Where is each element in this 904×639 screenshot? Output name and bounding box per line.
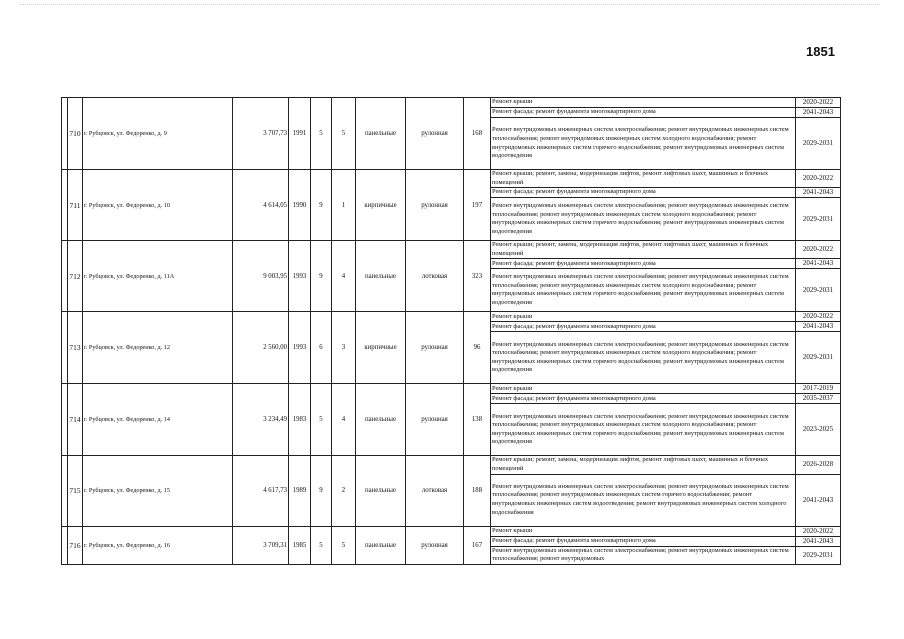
build-year: 1990 bbox=[289, 170, 311, 241]
table-row bbox=[62, 98, 841, 108]
house-address: г. Рубцовск, ул. Федоренко, д. 15 bbox=[83, 456, 233, 526]
work-period: 2029-2031 bbox=[796, 332, 841, 384]
house-area: 4 614,05 bbox=[233, 170, 289, 241]
work-description: Ремонт фасада; ремонт фундамента многоквартирного дома bbox=[491, 536, 796, 546]
floor-count: 6 bbox=[311, 312, 332, 384]
row-number: 714 bbox=[68, 384, 83, 456]
house-address: г. Рубцовск, ул. Федоренко, д. 10 bbox=[83, 170, 233, 241]
work-period: 2020-2022 bbox=[796, 312, 841, 322]
table-body bbox=[62, 98, 841, 565]
row-number: 712 bbox=[68, 241, 83, 312]
work-description: Ремонт крыши bbox=[491, 312, 796, 322]
repair-program-table bbox=[61, 97, 841, 565]
resident-count: 197 bbox=[464, 170, 491, 241]
work-description: Ремонт внутридомовых инженерных систем электроснабжения; ремонт внутридомовых инженерных систем теплоснабжения; ремонт внутридомовых инженерных систем холодного водоснабжения; ремонт внутридомовых инженерных систем горячего водоснабжения; ремонт внутридомовых инженерных систем водоотведения bbox=[491, 198, 796, 241]
roof-type: рулонная bbox=[406, 170, 464, 241]
resident-count: 167 bbox=[464, 526, 491, 564]
work-period: 2035-2037 bbox=[796, 394, 841, 404]
house-area: 3 707,73 bbox=[233, 98, 289, 170]
floor-count: 5 bbox=[311, 98, 332, 170]
wall-material: панельные bbox=[356, 456, 406, 526]
work-period: 2029-2031 bbox=[796, 198, 841, 241]
roof-type: лотковая bbox=[406, 241, 464, 312]
work-period: 2020-2022 bbox=[796, 170, 841, 188]
house-address: г. Рубцовск, ул. Федоренко, д. 11А bbox=[83, 241, 233, 312]
roof-type: рулонная bbox=[406, 526, 464, 564]
work-period: 2020-2022 bbox=[796, 526, 841, 536]
work-period: 2041-2043 bbox=[796, 474, 841, 526]
wall-material: панельные bbox=[356, 526, 406, 564]
work-description: Ремонт внутридомовых инженерных систем электроснабжения; ремонт внутридомовых инженерных систем теплоснабжения; ремонт внутридомовых инженерных систем горячего водоснабжения; ремонт внутридомовых инженерных систем водоотведения; ремонт внутридомовых инженерных систем холодного водоснабжения bbox=[491, 474, 796, 526]
floor-count: 9 bbox=[311, 456, 332, 526]
table-row bbox=[62, 526, 841, 536]
table-row bbox=[62, 241, 841, 259]
row-number: 715 bbox=[68, 456, 83, 526]
house-address: г. Рубцовск, ул. Федоренко, д. 14 bbox=[83, 384, 233, 456]
work-description: Ремонт внутридомовых инженерных систем электроснабжения; ремонт внутридомовых инженерных систем теплоснабжения; ремонт внутридомовых инженерных систем холодного водоснабжения; ремонт внутридомовых инженерных систем горячего водоснабжения; ремонт внутридомовых инженерных систем водоотведения bbox=[491, 332, 796, 384]
floor-count: 9 bbox=[311, 170, 332, 241]
work-description: Ремонт фасада; ремонт фундамента многоквартирного дома bbox=[491, 108, 796, 118]
roof-type: рулонная bbox=[406, 98, 464, 170]
resident-count: 96 bbox=[464, 312, 491, 384]
roof-type: рулонная bbox=[406, 384, 464, 456]
resident-count: 168 bbox=[464, 98, 491, 170]
work-period: 2020-2022 bbox=[796, 241, 841, 259]
work-period: 2020-2022 bbox=[796, 98, 841, 108]
house-area: 2 560,00 bbox=[233, 312, 289, 384]
floor-count: 5 bbox=[311, 526, 332, 564]
wall-material: панельные bbox=[356, 384, 406, 456]
wall-material: панельные bbox=[356, 98, 406, 170]
work-period: 2041-2043 bbox=[796, 259, 841, 269]
entrance-count: 5 bbox=[332, 526, 356, 564]
build-year: 1993 bbox=[289, 241, 311, 312]
work-period: 2041-2043 bbox=[796, 322, 841, 332]
row-number: 713 bbox=[68, 312, 83, 384]
roof-type: рулонная bbox=[406, 312, 464, 384]
entrance-count: 4 bbox=[332, 384, 356, 456]
house-address: г. Рубцовск, ул. Федоренко, д. 16 bbox=[83, 526, 233, 564]
row-number: 710 bbox=[68, 98, 83, 170]
scan-noise-line bbox=[20, 4, 880, 6]
table-row bbox=[62, 312, 841, 322]
entrance-count: 2 bbox=[332, 456, 356, 526]
build-year: 1983 bbox=[289, 384, 311, 456]
house-area: 3 709,31 bbox=[233, 526, 289, 564]
floor-count: 9 bbox=[311, 241, 332, 312]
build-year: 1985 bbox=[289, 526, 311, 564]
work-description: Ремонт фасада; ремонт фундамента многоквартирного дома bbox=[491, 188, 796, 198]
entrance-count: 1 bbox=[332, 170, 356, 241]
resident-count: 323 bbox=[464, 241, 491, 312]
build-year: 1991 bbox=[289, 98, 311, 170]
build-year: 1989 bbox=[289, 456, 311, 526]
table-row bbox=[62, 456, 841, 474]
work-description: Ремонт крыши bbox=[491, 98, 796, 108]
wall-material: кирпичные bbox=[356, 170, 406, 241]
entrance-count: 4 bbox=[332, 241, 356, 312]
house-area: 4 617,73 bbox=[233, 456, 289, 526]
table-row bbox=[62, 384, 841, 394]
work-period: 2017-2019 bbox=[796, 384, 841, 394]
work-description: Ремонт внутридомовых инженерных систем электроснабжения; ремонт внутридомовых инженерных систем теплоснабжения; ремонт внутридомовых инженерных систем холодного водоснабжения; ремонт внутридомовых инженерных систем горячего водоснабжения; ремонт внутридомовых инженерных систем водоотведения bbox=[491, 404, 796, 456]
work-description: Ремонт внутридомовых инженерных систем электроснабжения; ремонт внутридомовых инженерных систем теплоснабжения; ремонт внутридомовых bbox=[491, 546, 796, 564]
work-period: 2026-2028 bbox=[796, 456, 841, 474]
table-row bbox=[62, 170, 841, 188]
row-number: 711 bbox=[68, 170, 83, 241]
wall-material: панельные bbox=[356, 241, 406, 312]
wall-material: кирпичные bbox=[356, 312, 406, 384]
roof-type: лотковая bbox=[406, 456, 464, 526]
page-number: 1851 bbox=[806, 44, 835, 59]
work-description: Ремонт крыши bbox=[491, 384, 796, 394]
work-description: Ремонт крыши; ремонт, замена, модернизация лифтов, ремонт лифтовых шахт, машинных и блочных помещений bbox=[491, 241, 796, 259]
row-number: 716 bbox=[68, 526, 83, 564]
entrance-count: 5 bbox=[332, 98, 356, 170]
resident-count: 188 bbox=[464, 456, 491, 526]
floor-count: 5 bbox=[311, 384, 332, 456]
house-address: г. Рубцовск, ул. Федоренко, д. 9 bbox=[83, 98, 233, 170]
work-period: 2029-2031 bbox=[796, 118, 841, 170]
house-address: г. Рубцовск, ул. Федоренко, д. 12 bbox=[83, 312, 233, 384]
work-description: Ремонт крыши; ремонт, замена, модернизация лифтов, ремонт лифтовых шахт, машинных и блочных помещений bbox=[491, 456, 796, 474]
work-description: Ремонт фасада; ремонт фундамента многоквартирного дома bbox=[491, 322, 796, 332]
work-period: 2029-2031 bbox=[796, 269, 841, 312]
work-period: 2023-2025 bbox=[796, 404, 841, 456]
resident-count: 138 bbox=[464, 384, 491, 456]
work-description: Ремонт внутридомовых инженерных систем электроснабжения; ремонт внутридомовых инженерных систем теплоснабжения; ремонт внутридомовых инженерных систем холодного водоснабжения; ремонт внутридомовых инженерных систем горячего водоснабжения; ремонт внутридомовых инженерных систем водоотведения bbox=[491, 269, 796, 312]
house-area: 9 003,95 bbox=[233, 241, 289, 312]
work-period: 2041-2043 bbox=[796, 188, 841, 198]
work-description: Ремонт крыши bbox=[491, 526, 796, 536]
house-area: 3 234,49 bbox=[233, 384, 289, 456]
work-period: 2029-2031 bbox=[796, 546, 841, 564]
work-description: Ремонт крыши; ремонт, замена, модернизация лифтов, ремонт лифтовых шахт, машинных и блочных помещений bbox=[491, 170, 796, 188]
work-description: Ремонт фасада; ремонт фундамента многоквартирного дома bbox=[491, 259, 796, 269]
work-period: 2041-2043 bbox=[796, 536, 841, 546]
work-description: Ремонт фасада; ремонт фундамента многоквартирного дома bbox=[491, 394, 796, 404]
work-period: 2041-2043 bbox=[796, 108, 841, 118]
entrance-count: 3 bbox=[332, 312, 356, 384]
build-year: 1993 bbox=[289, 312, 311, 384]
work-description: Ремонт внутридомовых инженерных систем электроснабжения; ремонт внутридомовых инженерных систем теплоснабжения; ремонт внутридомовых инженерных систем холодного водоснабжения; ремонт внутридомовых инженерных систем горячего водоснабжения; ремонт внутридомовых инженерных систем водоотведения bbox=[491, 118, 796, 170]
